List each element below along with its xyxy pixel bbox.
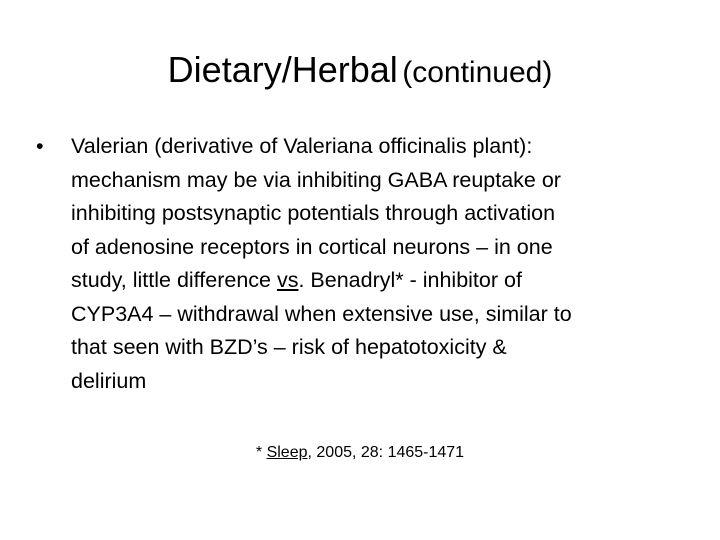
bullet-line: that seen with BZD’s – risk of hepatotoxicity & bbox=[71, 335, 507, 359]
slide-body bbox=[36, 130, 676, 398]
citation-prefix: * bbox=[255, 444, 267, 461]
bullet-line: CYP3A4 – withdrawal when extensive use, similar to bbox=[71, 301, 572, 326]
citation bbox=[0, 441, 720, 465]
bullet-item-valerian bbox=[36, 130, 676, 398]
bullet-line-text: study, little difference bbox=[71, 268, 277, 292]
slide-title-sub: (continued) bbox=[402, 56, 553, 89]
bullet-line: inhibiting postsynaptic potentials through activation bbox=[71, 201, 556, 225]
bullet-line: mechanism may be via inhibiting GABA reuptake or bbox=[71, 167, 561, 192]
bullet-line: of adenosine receptors in cortical neurons – in one bbox=[71, 234, 553, 259]
slide-title bbox=[0, 46, 720, 102]
citation-details: , 2005, 28: 1465-1471 bbox=[307, 444, 465, 461]
slide-title-main: Dietary/Herbal bbox=[167, 49, 398, 90]
bullet-icon: • bbox=[36, 134, 44, 158]
bullet-line: delirium bbox=[71, 368, 147, 393]
underlined-vs: vs bbox=[276, 268, 299, 292]
citation-journal: Sleep bbox=[266, 444, 308, 461]
bullet-line: Valerian (derivative of Valeriana officinalis plant): bbox=[71, 134, 533, 158]
bullet-line bbox=[71, 264, 676, 298]
bullet-line-text: . Benadryl* - inhibitor of bbox=[298, 268, 522, 292]
